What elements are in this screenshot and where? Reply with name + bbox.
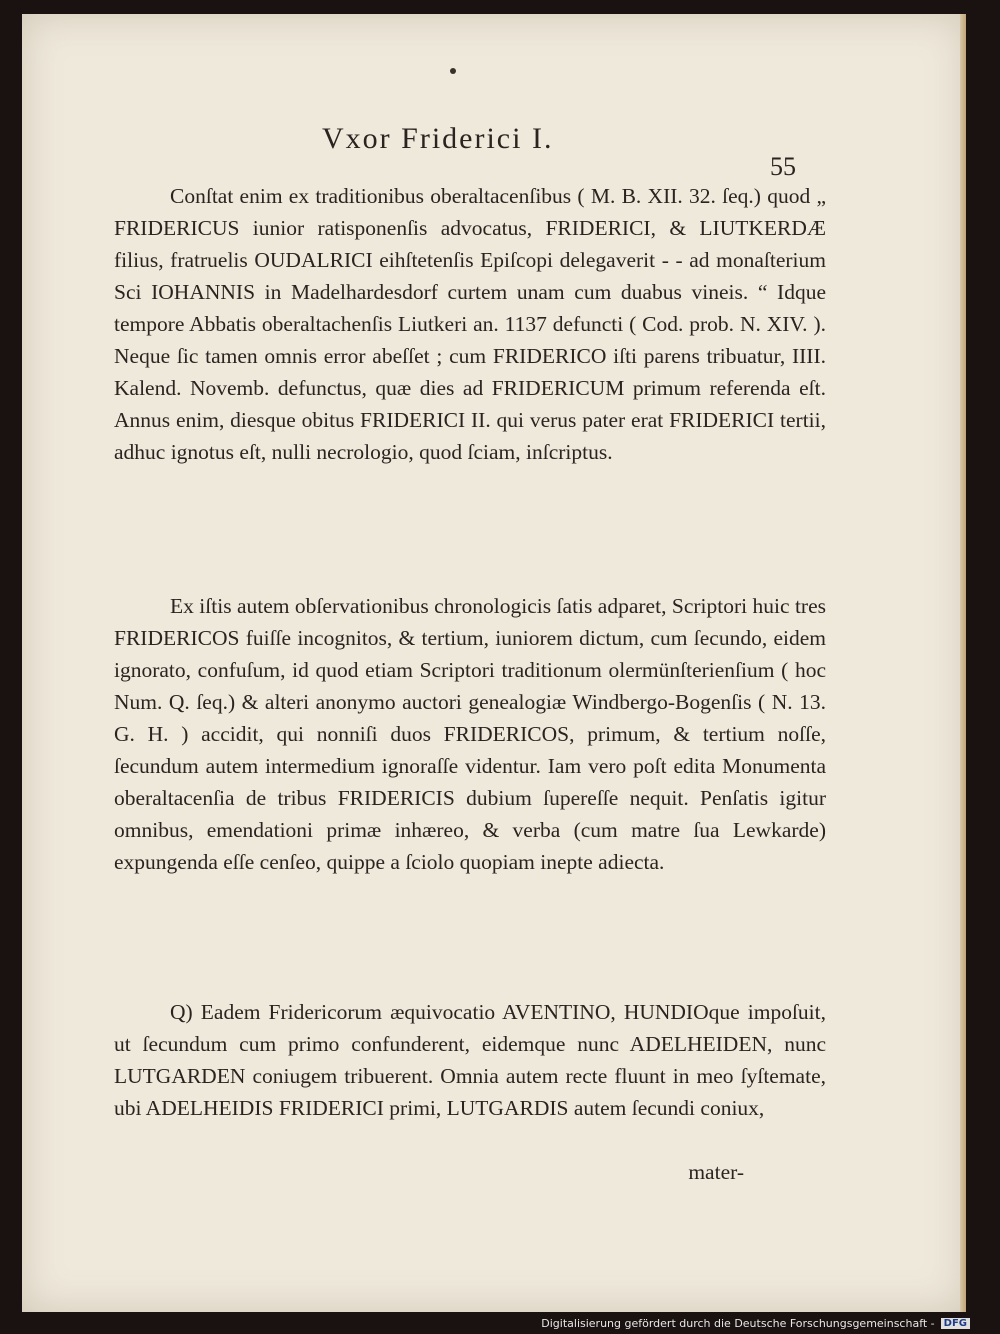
paragraph-text: Ex iſtis autem obſervationibus chronologicis ſatis adparet, Scriptori huic tres FRIDERICOS fuiſſe incognitos, & tertium, iuniorem dictum, cum ſecundo, eidem ignorato, confuſum, id quod etiam Scriptori traditionum olermünſterienſium ( hoc Num. Q. ſeq.) & alteri anonymo auctori genealogiæ Windbergo-Bogenſis ( N. 13. G. H. ) accidit, qui nonniſi duos FRIDERICOS, primum, & tertium noſſe, ſecundum autem intermedium ignoraſſe videntur. Iam vero poſt edita Monumenta oberaltacenſia de tribus FRIDERICIS dubium ſupereſſe nequit. Penſatis igitur omnibus, emendationi primæ inhæreo, & verba (cum matre ſua Lewkarde) expungenda eſſe cenſeo, quippe a ſciolo quopiam inepte adiecta. [114,594,826,874]
paragraph-3 [114,996,826,1124]
paragraph-text: Conſtat enim ex traditionibus oberaltacenſibus ( M. B. XII. 32. ſeq.) quod „ FRIDERICUS iunior ratisponenſis advocatus, FRIDERICI, & LIUTKERDÆ filius, fratruelis OUDALRICI eihſtetenſis Epiſcopi delegaverit - - ad monaſterium Sci IOHANNIS in Madelhardesdorf curtem unam cum duabus vineis. “ Idque tempore Abbatis oberaltachenſis Liutkeri an. 1137 defuncti ( Cod. prob. N. XIV. ). Neque ſic tamen omnis error abeſſet ; cum FRIDERICO iſti parens tribuatur, IIII. Kalend. Novemb. defunctus, quæ dies ad FRIDERICUM primum referenda eſt. Annus enim, diesque obitus FRIDERICI II. qui verus pater erat FRIDERICI tertii, adhuc ignotus eſt, nulli necrologio, quod ſciam, inſcriptus. [114,184,826,464]
footer-credit [541,1317,970,1330]
footer-text: Digitalisierung gefördert durch die Deutsche Forschungsgemeinschaft - [541,1317,935,1330]
book-page [22,14,966,1312]
running-title: Vxor Friderici I. [322,122,554,155]
paragraph-text: Q) Eadem Fridericorum æquivocatio AVENTINO, HUNDIOque impoſuit, ut ſecundum cum primo confunderent, eidemque nunc ADELHEIDEN, nunc LUTGARDEN coniugem tribuerent. Omnia autem recte fluunt in meo ſyſtemate, ubi ADELHEIDIS FRIDERICI primi, LUTGARDIS autem ſecundi coniux, [114,1000,826,1120]
ink-dot [450,68,456,74]
paragraph-1 [114,180,826,468]
catchword: mater- [688,1160,744,1184]
page-number: 55 [770,152,796,181]
paragraph-2 [114,590,826,878]
dfg-logo: DFG [941,1318,970,1329]
